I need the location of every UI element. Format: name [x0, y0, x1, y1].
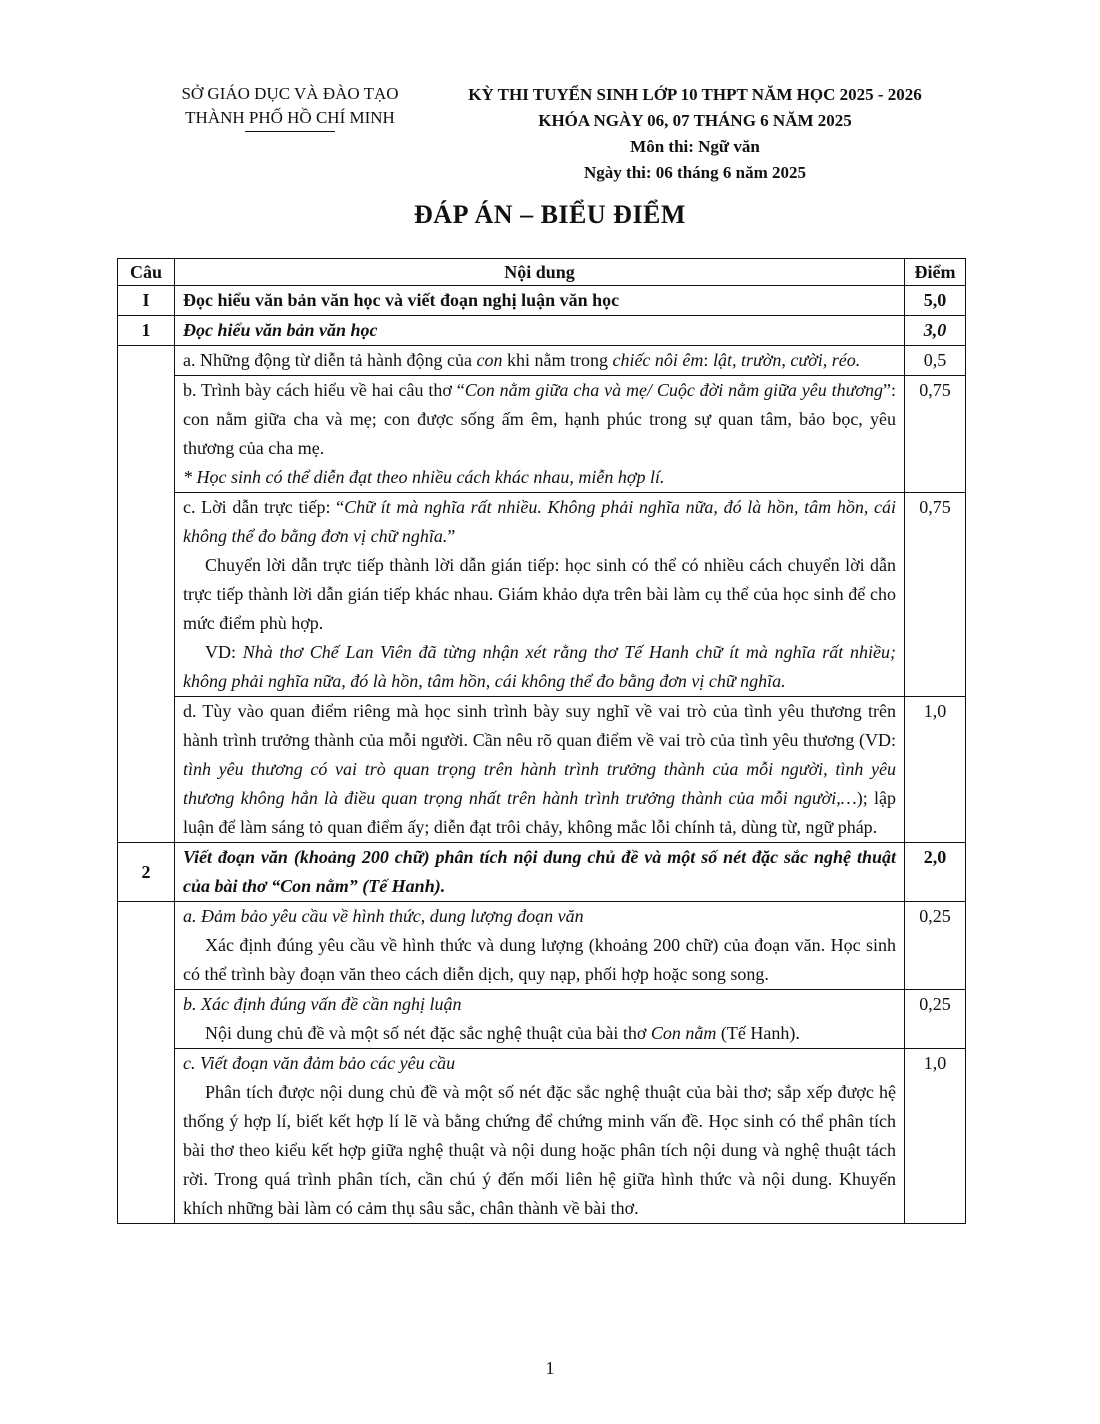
exam-date: Ngày thi: 06 tháng 6 năm 2025 [584, 163, 806, 182]
part-number: 2 [118, 843, 175, 902]
writing-a-body: Xác định đúng yêu cầu về hình thức và dung lượng (khoảng 200 chữ) của đoạn văn. Học sinh có thể trình bày đoạn văn theo cách diễn dịch, quy nạp, phối hợp hoặc song song. [183, 935, 896, 984]
answer-c-text: c. Lời dẫn trực tiếp: “ [183, 497, 345, 517]
writing-b [175, 990, 905, 1049]
answer-d-example: tình yêu thương có vai trò quan trọng trên hành trình trưởng thành của mỗi người, tình yêu thương không hẳn là điều quan trọng nhất trên hành trình trưởng thành của mỗi người,… [183, 759, 896, 808]
part-score: 2,0 [905, 843, 966, 902]
header-cau: Câu [118, 259, 175, 286]
answer-row [118, 902, 966, 990]
answer-c-text: ” [447, 526, 456, 546]
answer-row [118, 1049, 966, 1224]
issuer-line-1: SỞ GIÁO DỤC VÀ ĐÀO TẠO [181, 84, 399, 103]
writing-a-score: 0,25 [905, 902, 966, 990]
exam-session: KHÓA NGÀY 06, 07 THÁNG 6 NĂM 2025 [538, 111, 852, 130]
writing-b-body: Nội dung chủ đề và một số nét đặc sắc nghệ thuật của bài thơ [205, 1023, 651, 1043]
answer-c-example: Nhà thơ Chế Lan Viên đã từng nhận xét rằng thơ Tế Hanh chữ ít mà nghĩa rất nhiều; không phải nghĩa nữa, đó là hồn, tâm hồn, cái không thể đo bằng đơn vị chữ nghĩa. [183, 642, 896, 691]
part-title: Đọc hiểu văn bản văn học [175, 316, 905, 346]
answer-a-term: chiếc nôi êm [612, 350, 704, 370]
writing-b-poem-title: Con nằm [650, 1023, 717, 1043]
section-title: Đọc hiểu văn bản văn học và viết đoạn nghị luận văn học [175, 286, 905, 316]
issuer-block [140, 82, 440, 132]
header-noi-dung: Nội dung [175, 259, 905, 286]
answer-row [118, 493, 966, 697]
page-title: ĐÁP ÁN – BIỂU ĐIỂM [414, 200, 686, 229]
answer-c-score: 0,75 [905, 493, 966, 697]
answer-c-quote: Chữ ít mà nghĩa rất nhiều. Không phải nghĩa nữa, đó là hồn, tâm hồn, cái không thể đo bằng đơn vị chữ nghĩa. [183, 497, 896, 546]
exam-subject: Môn thi: Ngữ văn [630, 137, 760, 156]
issuer-line-2: THÀNH PHỐ HỒ CHÍ MINH [185, 108, 395, 127]
exam-title: KỲ THI TUYỂN SINH LỚP 10 THPT NĂM HỌC 2025 - 2026 [468, 85, 922, 104]
answer-d-text: ); lập luận để làm sáng tỏ quan điểm ấy; diễn đạt trôi chảy, không mắc lỗi chính tả, dùng từ, ngữ pháp. [183, 788, 896, 837]
answer-a-text: a. Những động từ diễn tả hành động của [183, 350, 477, 370]
part-number: 1 [118, 316, 175, 346]
answer-a-verbs: lật, trườn, cười, réo. [712, 350, 861, 370]
answer-a-score: 0,5 [905, 346, 966, 376]
writing-a-heading: a. Đảm bảo yêu cầu về hình thức, dung lượng đoạn văn [183, 906, 584, 926]
answer-b-score: 0,75 [905, 376, 966, 493]
answer-d-score: 1,0 [905, 697, 966, 843]
writing-c [175, 1049, 905, 1224]
part-score: 3,0 [905, 316, 966, 346]
answer-b-text: b. Trình bày cách hiểu về hai câu thơ “ [183, 380, 465, 400]
writing-b-score: 0,25 [905, 990, 966, 1049]
answer-d [175, 697, 905, 843]
answer-row [118, 376, 966, 493]
answer-c-example-label: VD: [205, 642, 243, 662]
answer-a-text: : [703, 350, 713, 370]
writing-a [175, 902, 905, 990]
answer-b-text: ”: con nằm giữa cha và mẹ; con được sống ấm êm, hạnh phúc trong sự quan tâm, bảo bọc, yêu thương của cha mẹ. [183, 380, 896, 458]
answer-b [175, 376, 905, 493]
document-header [0, 82, 1100, 182]
issuer-underline [245, 131, 335, 132]
answer-row [118, 697, 966, 843]
header-diem: Điểm [905, 259, 966, 286]
answer-a-text: khi nằm trong [502, 350, 613, 370]
answer-a [175, 346, 905, 376]
section-score: 5,0 [905, 286, 966, 316]
empty-cell [118, 346, 175, 843]
writing-c-body: Phân tích được nội dung chủ đề và một số nét đặc sắc nghệ thuật của bài thơ; sắp xếp được hệ thống ý hợp lí, biết kết hợp lí lẽ và bằng chứng để chứng minh vấn đề. Học sinh có thể phân tích bài thơ theo kiểu kết hợp giữa nghệ thuật và nội dung hoặc phân tích nội dung và nghệ thuật tách rời. Trong quá trình phân tích, cần chú ý đến mối liên hệ giữa hình thức và nội dung. Khuyến khích những bài làm có cảm thụ sâu sắc, chân thành về bài thơ. [183, 1082, 896, 1218]
answer-c-guidance: Chuyển lời dẫn trực tiếp thành lời dẫn gián tiếp: học sinh có thể có nhiều cách chuyển lời dẫn trực tiếp thành lời dẫn gián tiếp khác nhau. Giám khảo dựa trên bài làm cụ thể của học sinh để cho mức điểm phù hợp. [183, 555, 896, 633]
part-row [118, 316, 966, 346]
answer-b-quote: Con nằm giữa cha và mẹ/ Cuộc đời nằm giữa yêu thương [464, 380, 883, 400]
answer-row [118, 346, 966, 376]
answer-c [175, 493, 905, 697]
part-row [118, 843, 966, 902]
answer-row [118, 990, 966, 1049]
exam-info-block [430, 82, 960, 186]
answer-table [117, 258, 966, 1224]
writing-b-heading: b. Xác định đúng vấn đề cần nghị luận [183, 994, 462, 1014]
writing-c-heading: c. Viết đoạn văn đảm bảo các yêu cầu [183, 1053, 456, 1073]
writing-b-body: (Tế Hanh). [716, 1023, 800, 1043]
page-number: 1 [545, 1358, 555, 1378]
answer-b-note: * Học sinh có thể diễn đạt theo nhiều cách khác nhau, miễn hợp lí. [183, 467, 665, 487]
section-row [118, 286, 966, 316]
empty-cell [118, 902, 175, 1224]
section-number: I [118, 286, 175, 316]
answer-d-text: d. Tùy vào quan điểm riêng mà học sinh trình bày suy nghĩ về vai trò của tình yêu thương trên hành trình trưởng thành của mỗi người. Cần nêu rõ quan điểm về vai trò của tình yêu thương (VD: [183, 701, 896, 750]
part-title: Viết đoạn văn (khoảng 200 chữ) phân tích nội dung chủ đề và một số nét đặc sắc nghệ thuật của bài thơ “Con nằm” (Tế Hanh). [175, 843, 905, 902]
writing-c-score: 1,0 [905, 1049, 966, 1224]
table-header-row [118, 259, 966, 286]
answer-a-term: con [476, 350, 503, 370]
